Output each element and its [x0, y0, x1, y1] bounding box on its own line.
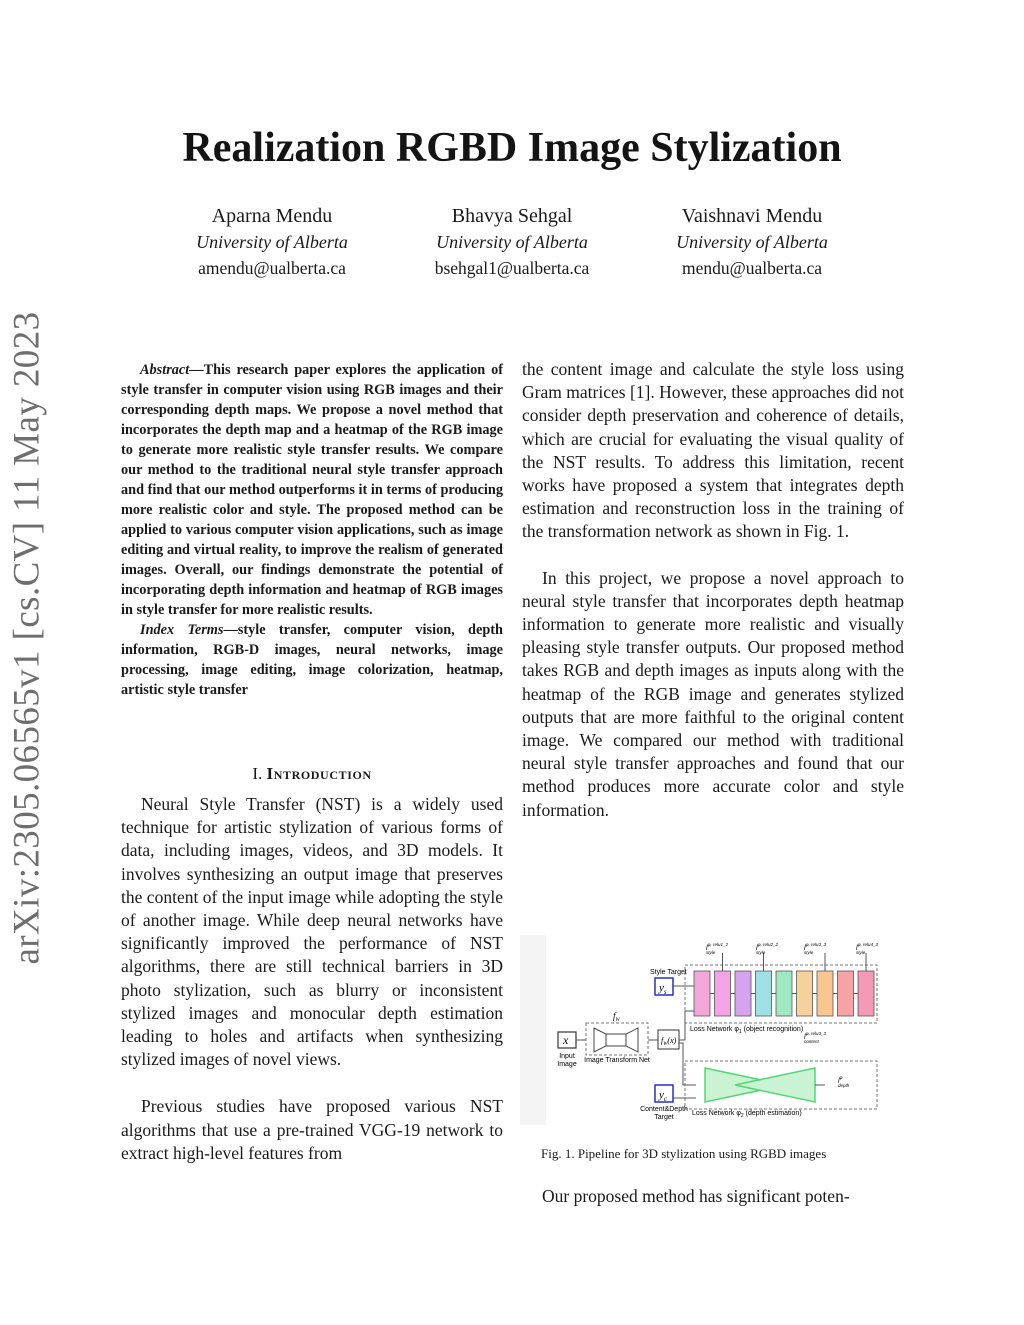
vgg-layer-block [735, 971, 751, 1016]
style-loss-label: $l^{\varphi, relu4\_3}$ style [856, 942, 879, 955]
body-paragraph: Previous studies have proposed various NST algorithms that use a pre-trained VGG-19 network to extract high-level features from [121, 1096, 503, 1163]
depth-loss-label: $l^\varphi$ depth [838, 1075, 850, 1088]
index-terms-label: Index Terms [140, 622, 224, 638]
vgg-layer-block [715, 971, 731, 1016]
vgg-layer-block [858, 971, 874, 1016]
fwx-symbol: $f_W(x)$ [661, 1036, 677, 1047]
vgg-layer-block [817, 971, 833, 1016]
body-paragraph: In this project, we propose a novel approach to neural style transfer that incorporates depth heatmap information to generate more realistic and visually pleasing style transfer outputs. Our proposed method takes RGB and depth images as inputs along with the heatmap of the RGB image and generates stylized outputs that are more faithful to the original content image. We compared our method with traditional neural style transfer approaches and found that our method produces more accurate color and style information. [522, 567, 904, 820]
section-title: Introduction [266, 764, 372, 783]
pipeline-diagram [520, 935, 905, 1125]
body-paragraph: Neural Style Transfer (NST) is a widely used technique for artistic stylization of various forms of data, including images, videos, and 3D models. It involves synthesizing an output image that preserves the content of the input image while adopting the style of another image. While deep neural networks have significantly improved the performance of NST algorithms, there are still technical barriers in 3D photo stylization, such as blurry or inconsistent stylized images and monocular depth estimation leading to holes and artifacts when synthesizing stylized images of novel views. [121, 794, 503, 1070]
author-email: amendu@ualberta.ca [198, 258, 346, 278]
loss-network-object-label: Loss Network $\varphi_1$ (object recognition) [690, 1026, 804, 1035]
right-column-body [522, 358, 904, 822]
figure-caption: Fig. 1. Pipeline for 3D stylization using RGBD images [541, 1146, 827, 1161]
author-block [622, 203, 882, 281]
author-block [382, 203, 642, 281]
author-name: Aparna Mendu [211, 205, 333, 227]
content-loss-label: $l^{\varphi, relu3\_3}$ content [804, 1031, 827, 1044]
x-symbol: x [563, 1033, 569, 1047]
author-block [142, 203, 402, 281]
ys-symbol: $y_s$ [659, 982, 667, 996]
style-loss-label: $l^{\varphi, relu3\_3}$ style [804, 942, 827, 955]
abstract-block [121, 360, 503, 700]
vgg-layer-block [756, 971, 772, 1016]
vgg-layer-block [838, 971, 854, 1016]
author-email: mendu@ualberta.ca [681, 258, 822, 278]
index-terms-text: style transfer, computer vision, depth information, RGB-D images, neural networks, image processing, image editing, image colorization, heatmap, artistic style transfer [121, 622, 503, 698]
input-image-label: Input Image [557, 1053, 577, 1068]
vgg-layer-block [797, 971, 813, 1016]
vgg-layer-block [694, 971, 710, 1016]
abstract-text: This research paper explores the application of style transfer in computer vision using RGB images and their corresponding depth maps. We propose a novel method that incorporates the depth map and a heatmap of the RGB image to generate more realistic style transfer results. We compare our method to the traditional neural style transfer approach and find that our method outperforms it in terms of producing more realistic color and style. The proposed method can be applied to various computer vision applications, such as image editing and virtual reality, to improve the realism of generated images. Overall, our findings demonstrate the potential of incorporating depth information and heatmap of RGB images in style transfer for more realistic results. [121, 362, 503, 618]
fw-symbol: $f_W$ [613, 1011, 620, 1023]
style-loss-label: $l^{\varphi, relu2\_2}$ style [756, 942, 779, 955]
vgg-layer-block [776, 971, 792, 1016]
abstract-paragraph: Abstract—This research paper explores the application of style transfer in computer vision using RGB images and their corresponding depth maps. We propose a novel method that incorporates the depth map and a heatmap of the RGB image to generate more realistic style transfer results. We compare our method to the traditional neural style transfer approach and find that our method outperforms it in terms of producing more realistic color and style. The proposed method can be applied to various computer vision applications, such as image editing and virtual reality, to improve the realism of generated images. Overall, our findings demonstrate the potential of incorporating depth information and heatmap of RGB images in style transfer for more realistic results. [121, 362, 503, 618]
transform-net-label: Image Transform Net [584, 1057, 650, 1064]
paper-title: Realization RGBD Image Stylization [182, 125, 842, 171]
loss-network-depth-label: Loss Network $\varphi_2$ (depth estimation) [692, 1110, 802, 1119]
style-loss-label: $l^{\varphi, relu1\_2}$ style [706, 942, 729, 955]
arxiv-identifier: arXiv:2305.06565v1 [cs.CV] 11 May 2023 [6, 311, 48, 965]
author-affiliation: University of Alberta [436, 232, 588, 252]
author-name: Vaishnavi Mendu [681, 205, 823, 227]
figure-pipeline [520, 935, 905, 1125]
index-terms-paragraph: Index Terms—style transfer, computer vision, depth information, RGB-D images, neural networks, image processing, image editing, image colorization, heatmap, artistic style transfer [121, 622, 503, 698]
section-numeral: I. [252, 764, 263, 783]
abstract-label: Abstract [140, 362, 190, 378]
body-paragraph-continued: Our proposed method has significant poten- [542, 1186, 850, 1206]
section-heading [121, 764, 503, 784]
author-affiliation: University of Alberta [196, 232, 348, 252]
author-email: bsehgal1@ualberta.ca [434, 258, 590, 278]
body-paragraph: the content image and calculate the style loss using Gram matrices [1]. However, these approaches did not consider depth preservation and coherence of details, which are crucial for evaluating the visual quality of the NST results. To address this limitation, recent works have proposed a system that integrates depth estimation and reconstruction loss in the training of the transformation network as shown in Fig. 1. [522, 359, 904, 542]
author-name: Bhavya Sehgal [451, 205, 573, 227]
yc-symbol: $y_c$ [659, 1089, 667, 1103]
bottleneck-shape [606, 1034, 626, 1046]
left-column-body [121, 793, 503, 1165]
style-target-label: Style Target [650, 969, 687, 976]
author-affiliation: University of Alberta [676, 232, 828, 252]
content-target-label: Content&Depth Target [640, 1106, 688, 1121]
